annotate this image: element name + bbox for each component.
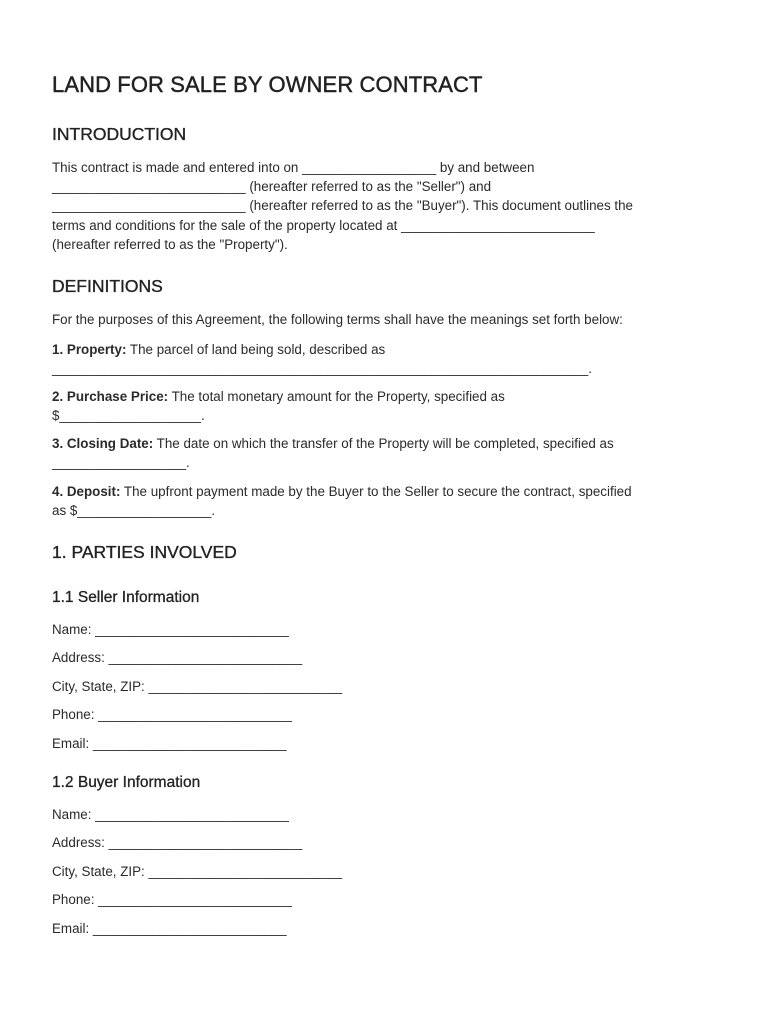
buyer-info-heading: 1.2 Buyer Information bbox=[52, 774, 201, 791]
definition-text: $___________________. bbox=[52, 408, 205, 424]
definition-text: The parcel of land being sold, described as bbox=[126, 342, 386, 357]
definition-item-deposit bbox=[52, 482, 720, 520]
introduction-line: __________________________ (hereafter referred to as the "Buyer"). This document outlines the bbox=[52, 198, 633, 214]
seller-phone-field: Phone: __________________________ bbox=[52, 707, 292, 722]
seller-email-field: Email: __________________________ bbox=[52, 736, 287, 751]
definition-text: The total monetary amount for the Property, specified as bbox=[168, 389, 505, 404]
definition-text: __________________. bbox=[52, 455, 190, 471]
seller-info-heading: 1.1 Seller Information bbox=[52, 589, 200, 606]
definition-text: as $__________________. bbox=[52, 503, 216, 519]
buyer-address-field: Address: __________________________ bbox=[52, 835, 303, 850]
definition-text: The date on which the transfer of the Property will be completed, specified as bbox=[153, 436, 614, 451]
parties-heading: 1. PARTIES INVOLVED bbox=[52, 542, 237, 562]
definition-item-property bbox=[52, 340, 720, 378]
definition-item-purchase-price bbox=[52, 387, 720, 425]
introduction-line: terms and conditions for the sale of the property located at __________________________ bbox=[52, 217, 595, 233]
introduction-line: This contract is made and entered into on __________________ by and between bbox=[52, 160, 535, 175]
definition-text: ________________________________________________________________________. bbox=[52, 361, 592, 377]
definitions-intro: For the purposes of this Agreement, the following terms shall have the meanings set forth below: bbox=[52, 312, 623, 327]
buyer-phone-field: Phone: __________________________ bbox=[52, 892, 292, 907]
buyer-email-field: Email: __________________________ bbox=[52, 921, 287, 936]
introduction-heading: INTRODUCTION bbox=[52, 124, 187, 144]
definition-term: 1. Property: bbox=[52, 342, 127, 357]
definition-text: The upfront payment made by the Buyer to the Seller to secure the contract, specified bbox=[120, 484, 632, 499]
introduction-paragraph bbox=[52, 158, 720, 254]
introduction-line: __________________________ (hereafter referred to as the "Seller") and bbox=[52, 179, 492, 195]
definitions-heading: DEFINITIONS bbox=[52, 276, 163, 296]
document-title: LAND FOR SALE BY OWNER CONTRACT bbox=[52, 72, 483, 97]
seller-name-field: Name: __________________________ bbox=[52, 622, 289, 637]
buyer-name-field: Name: __________________________ bbox=[52, 807, 289, 822]
definition-item-closing-date bbox=[52, 434, 720, 472]
definition-term: 3. Closing Date: bbox=[52, 436, 154, 451]
seller-city-state-zip-field: City, State, ZIP: __________________________ bbox=[52, 679, 343, 694]
definition-term: 4. Deposit: bbox=[52, 484, 121, 499]
introduction-line: (hereafter referred to as the "Property"). bbox=[52, 236, 288, 252]
seller-address-field: Address: __________________________ bbox=[52, 650, 303, 665]
buyer-city-state-zip-field: City, State, ZIP: __________________________ bbox=[52, 864, 343, 879]
definition-term: 2. Purchase Price: bbox=[52, 389, 169, 404]
